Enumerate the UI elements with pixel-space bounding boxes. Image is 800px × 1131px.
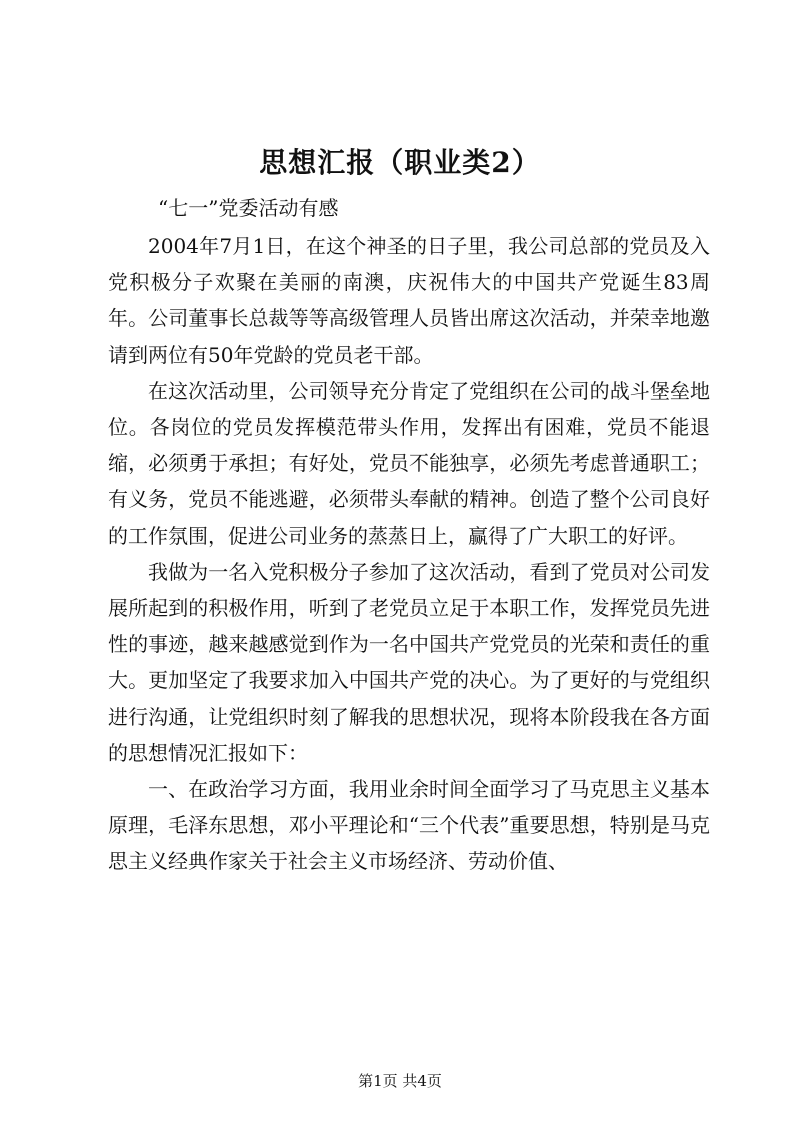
paragraph: 一、在政治学习方面，我用业余时间全面学习了马克思主义基本原理，毛泽东思想，邓小平理论和“三个代表”重要思想，特别是马克思主义经典作家关于社会主义市场经济、劳动价值、 — [108, 777, 710, 874]
document-subtitle: “七一”党委活动有感 — [158, 196, 339, 220]
page-footer: 第1页 共4页 — [358, 1072, 442, 1090]
document-body — [108, 228, 710, 880]
paragraph: 在这次活动里，公司领导充分肯定了党组织在公司的战斗堡垒地位。各岗位的党员发挥模范带头作用，发挥出有困难，党员不能退缩，必须勇于承担；有好处，党员不能独享，必须先考虑普通职工；有义务，党员不能逃避，必须带头奉献的精神。创造了整个公司良好的工作氛围，促进公司业务的蒸蒸日上，赢得了广大职工的好评。 — [108, 378, 710, 548]
paragraph: 2004年7月1日，在这个神圣的日子里，我公司总部的党员及入党积极分子欢聚在美丽的南澳，庆祝伟大的中国共产党诞生83周年。公司董事长总裁等等高级管理人员皆出席这次活动，并荣幸地邀请到两位有50年党龄的党员老干部。 — [108, 234, 710, 367]
document-title: 思想汇报（职业类2） — [259, 146, 541, 179]
paragraph: 我做为一名入党积极分子参加了这次活动，看到了党员对公司发展所起到的积极作用，听到了老党员立足于本职工作，发挥党员先进性的事迹，越来越感觉到作为一名中国共产党党员的光荣和责任的重大。更加坚定了我要求加入中国共产党的决心。为了更好的与党组织进行沟通，让党组织时刻了解我的思想状况，现将本阶段我在各方面的思想情况汇报如下： — [108, 559, 710, 765]
